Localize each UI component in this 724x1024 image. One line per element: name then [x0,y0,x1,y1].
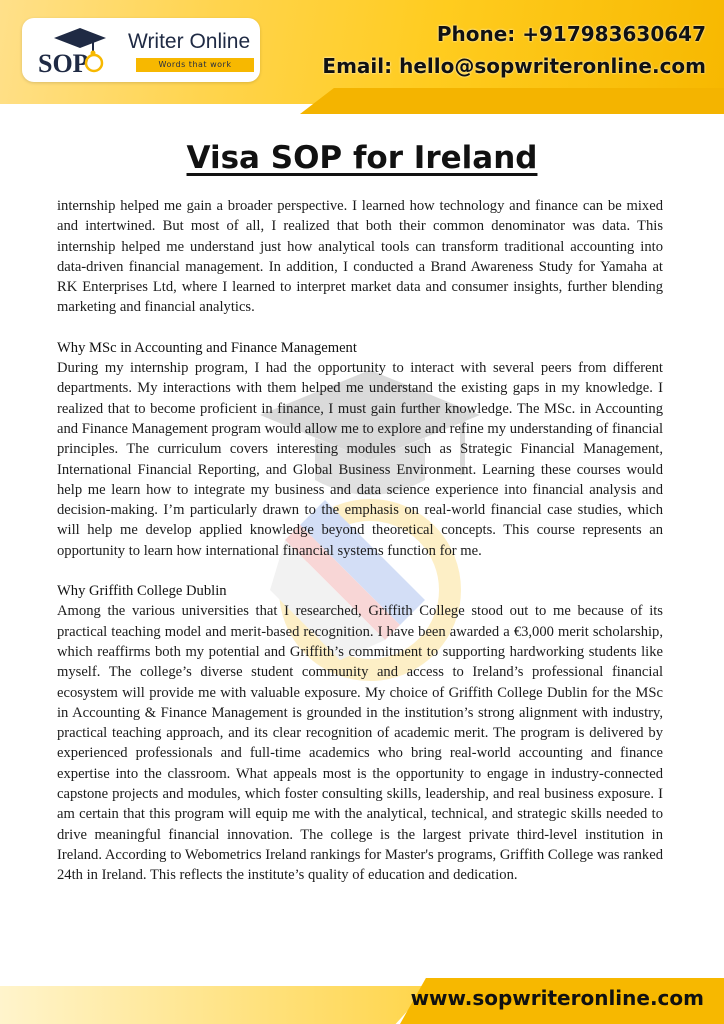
contact-phone[interactable]: Phone: +917983630647 [436,22,706,46]
graduation-cap-logo-icon [34,26,126,76]
logo-tagline: Words that work [136,58,254,72]
footer-website-link[interactable]: www.sopwriteronline.com [410,986,704,1010]
footer-stripe-left [0,986,430,1024]
header-accent-stripe [300,88,724,114]
section-paragraph-msc: During my internship program, I had the opportunity to interact with several peers from different departments. My interactions with them helped me understand the existing gaps in my knowledge. I realized that to become proficient in finance, I must gain further knowledge. The MSc. in Accounting and Finance Management program would allow me to explore and refine my understanding of financial principles. The curriculum covers interesting modules such as Strategic Financial Management, International Financial Reporting, and Global Business Environment. Learning these courses would help me learn how to integrate my business and data science experience into financial analysis and decision-making. I’m particularly drawn to the emphasis on real-world financial case studies, which will help me develop applied knowledge beyond theoretical concepts. This course represents an opportunity to learn how international financial systems function for me. [57,360,663,559]
intro-paragraph: internship helped me gain a broader perspective. I learned how technology and finance can be mixed and intertwined. But most of all, I realized that both their common denominator was data. This internship helped me understand just how analytical tools can transform traditional accounting into data-driven financial management. In addition, I conducted a Brand Awareness Study for Yamaha at RK Enterprises Ltd, where I learned to interpret market data and consumer insights, further blending marketing and financial analytics. [57,198,663,316]
section-heading-griffith: Why Griffith College Dublin [57,583,227,600]
page-title: Visa SOP for Ireland [186,140,538,176]
page-header [0,0,724,118]
page-footer [0,960,724,1024]
contact-email[interactable]: Email: hello@sopwriteronline.com [322,54,706,78]
logo-name: Writer Online [128,30,251,53]
section-paragraph-griffith: Among the various universities that I researched, Griffith College stood out to me because of its practical teaching model and merit-based recognition. I have been awarded a €3,000 merit scholarship, which reaffirms both my potential and Griffith’s commitment to supporting hardworking students like myself. The college’s diverse student community and access to Ireland’s professional financial ecosystem will provide me with valuable exposure. My choice of Griffith College Dublin for the MSc in Accounting & Finance Management is grounded in the institution’s strong alignment with industry, practical teaching approach, and its clear recognition of academic merit. The program is delivered by experienced professionals and full-time academics who bring real-world accounting and finance expertise into the classroom. What appeals most is the opportunity to engage in industry-connected capstone projects and modules, which foster consulting skills, leadership, and real business exposure. I am certain that this program will equip me with the analytical, technical, and strategic skills needed to drive meaningful financial innovation. The college is the largest private third-level institution in Ireland. According to Webometrics Ireland rankings for Master's programs, Griffith College was ranked 24th in Ireland. This reflects the institute’s quality of education and dedication. [57,603,663,884]
logo-mark-text: SOP [38,49,89,76]
section-heading-msc: Why MSc in Accounting and Finance Management [57,339,357,356]
sop-body [57,196,663,886]
brand-logo[interactable] [22,18,260,82]
